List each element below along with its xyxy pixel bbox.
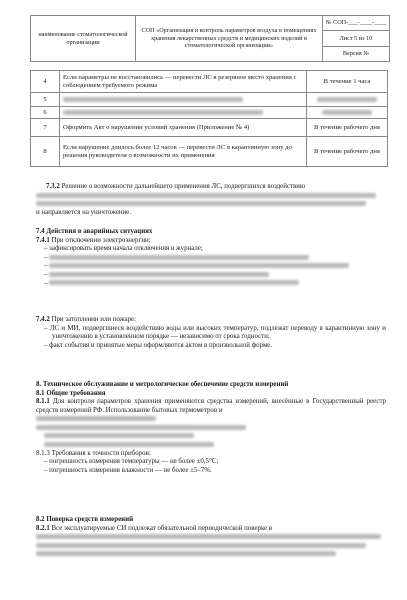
row-number: 4 bbox=[31, 71, 60, 93]
subsection-heading: 8.2 Поверка средств измерений bbox=[36, 516, 134, 523]
document-header bbox=[30, 15, 390, 62]
paragraph-text: Все эксплуатируемые СИ подлежат обязательной периодической поверке в bbox=[51, 524, 273, 532]
row-action: Если нарушение длилось более 12 часов — перевести ЛС в карантинную зону до решения руководителя о возможности их применения bbox=[60, 137, 307, 167]
row-action: Если параметры не восстановились — перевести ЛС в резервное место хранения с соблюдением требуемого режима bbox=[60, 71, 307, 93]
redacted-line bbox=[36, 192, 386, 201]
section-heading: 7.4 Действия в аварийных ситуациях bbox=[36, 228, 153, 235]
redacted-line bbox=[36, 424, 386, 433]
row-number: 7 bbox=[31, 119, 60, 137]
table-row bbox=[31, 71, 388, 93]
list-item: – зафиксировать время начала отключения в журнале; bbox=[44, 245, 203, 253]
table-row bbox=[31, 119, 388, 137]
section-8-2: 8.2 Поверка средств измерений 8.2.1 Все эксплуатируемые СИ подлежат обязательной периодической поверке в bbox=[36, 516, 386, 559]
list-item-redacted bbox=[36, 441, 386, 450]
row-action-redacted bbox=[60, 107, 307, 119]
list-item: – погрешность измерения температуры — не более ±0,5°С; bbox=[44, 458, 219, 466]
sop-number: № СОП-___-____-____ bbox=[323, 16, 389, 31]
redacted-line bbox=[36, 542, 386, 551]
list-item-redacted: – bbox=[36, 254, 386, 263]
list-item-redacted: – bbox=[36, 271, 386, 280]
subsection-heading: 8.1 Общие требования bbox=[36, 389, 106, 397]
table-row bbox=[31, 137, 388, 167]
list-item: – ЛС и МИ, подвергшиеся воздействию воды или высоких температур, подлежат переводу в карантинную зону и уничтожению в установленном порядке — независимо от срока годности; bbox=[44, 324, 386, 341]
redacted-line bbox=[36, 415, 386, 424]
paragraph-end: и направляется на уничтожение. bbox=[36, 208, 131, 216]
version-number: Версия № bbox=[342, 50, 370, 58]
row-deadline: В течение рабочего дня bbox=[307, 137, 388, 167]
sheet-number: Лист 5 из 10 bbox=[323, 31, 389, 46]
row-deadline-redacted bbox=[307, 93, 388, 107]
row-action-redacted bbox=[60, 93, 307, 107]
row-deadline: В течение рабочего дня bbox=[307, 119, 388, 137]
sop-meta bbox=[323, 16, 389, 61]
section-heading: 8. Техническое обслуживание и метрологическое обеспечение средств измерений bbox=[36, 381, 289, 388]
row-number: 8 bbox=[31, 137, 60, 167]
list-item-redacted: – bbox=[36, 262, 386, 271]
table-row bbox=[31, 107, 388, 119]
paragraph-7-3-2: 7.3.2 Решение о возможности дальнейшего применения ЛС, подвергшихся воздействию и направляется на уничтожение. bbox=[36, 183, 386, 217]
row-action: Оформить Акт о нарушении условий хранения (Приложение № 4) bbox=[60, 119, 307, 137]
row-number: 6 bbox=[31, 107, 60, 119]
section-8: 8. Техническое обслуживание и метрологическое обеспечение средств измерений 8.1 Общие требования 8.1.1 Для контроля параметров хранения применяются средства измерений, внесённые в Государственный реестр средств измерений РФ. Использование бытовых термометров и 8.1.3 Требования к точности приборов: – погрешность измерения температуры — не более ±0,5°С; – погрешность измерения влажности — не более ±5–7%. bbox=[36, 381, 386, 474]
redacted-line bbox=[36, 533, 386, 542]
list-item-redacted bbox=[36, 433, 386, 442]
section-7-4-2: 7.4.2 При затоплении или пожаре: – ЛС и МИ, подвергшиеся воздействию воды или высоких температур, подлежат переводу в карантинную зону и уничтожению в установленном порядке — независимо от срока годности; – факт события и принятые меры оформляются актом в произвольной форме. bbox=[36, 316, 386, 349]
row-deadline-redacted bbox=[307, 107, 388, 119]
org-name: наименование стоматологической организации bbox=[31, 16, 136, 61]
subsection-text: При затоплении или пожаре: bbox=[51, 316, 137, 323]
subsection-text: При отключении электроэнергии: bbox=[51, 236, 151, 244]
paragraph-text: Решение о возможности дальнейшего применения ЛС, подвергшихся воздействию bbox=[61, 183, 306, 190]
table-row bbox=[31, 93, 388, 107]
list-item-redacted: – bbox=[36, 280, 386, 289]
section-7-4: 7.4 Действия в аварийных ситуациях 7.4.1 При отключении электроэнергии: – зафиксировать время начала отключения в журнале; – – – – bbox=[36, 228, 386, 288]
list-item: – факт события и принятые меры оформляются актом в произвольной форме. bbox=[44, 341, 273, 349]
actions-table bbox=[30, 70, 388, 167]
redacted-line bbox=[36, 200, 386, 209]
subsection-text: 8.1.3 Требования к точности приборов: bbox=[36, 449, 151, 457]
row-deadline: В течение 1 часа bbox=[307, 71, 388, 93]
row-number: 5 bbox=[31, 93, 60, 107]
redacted-line bbox=[36, 550, 386, 559]
list-item: – погрешность измерения влажности — не более ±5–7%. bbox=[44, 466, 212, 474]
paragraph-text: Для контроля параметров хранения применяются средства измерений, внесённые в Государственный реестр средств измерений РФ. Использование бытовых термометров и bbox=[36, 398, 386, 414]
sop-title: СОП «Организация и контроль параметров воздуха в помещениях хранения лекарственных средств и медицинских изделий в стоматологической организации» bbox=[136, 16, 323, 61]
